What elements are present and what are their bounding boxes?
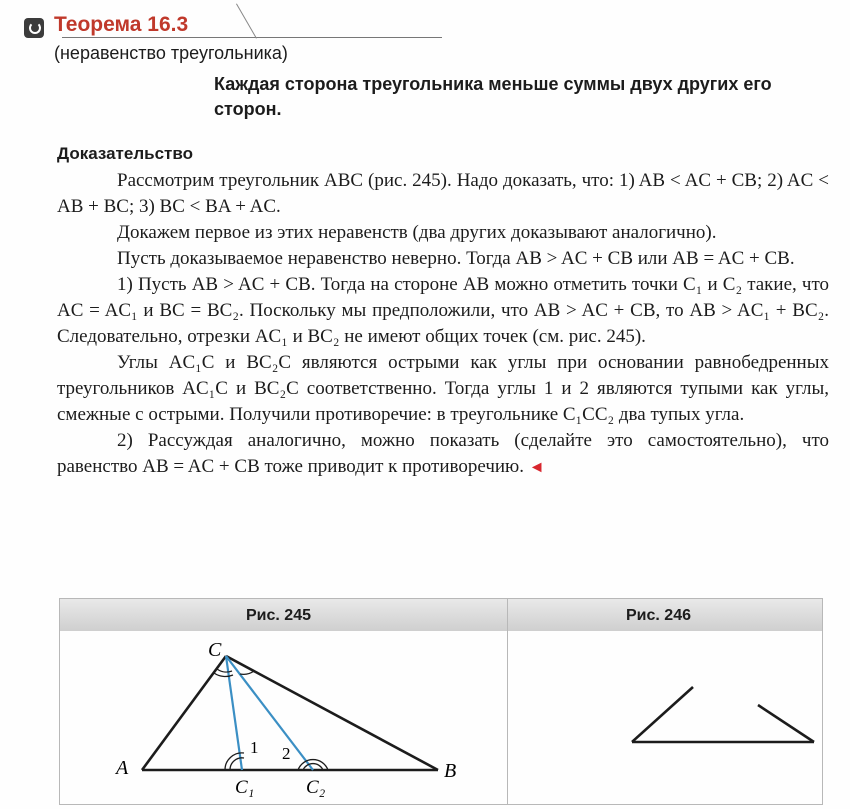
point-b-label: B	[444, 760, 457, 782]
proof-paragraph: Докажем первое из этих неравенств (два других доказывают аналогично).	[117, 222, 717, 243]
angle-1-label: 1	[250, 738, 259, 757]
proof-body	[57, 168, 829, 481]
fig246-right-side	[758, 705, 814, 742]
theorem-statement: Каждая сторона треугольника меньше суммы двух других его сторон.	[214, 74, 772, 119]
point-c-label: C	[208, 639, 222, 661]
proof-heading: Доказательство	[57, 144, 193, 163]
figure-246-label: Рис. 246	[626, 607, 691, 624]
angle-2-label: 2	[282, 744, 291, 763]
header-rule	[62, 37, 442, 38]
proof-paragraph-text: 2) Рассуждая аналогично, можно показать (сделайте это самостоятельно), что равенство AB = AC + CB тоже приводит к противоречию.	[57, 430, 829, 477]
figure-245-label: Рис. 245	[246, 607, 311, 624]
angle-arc-c	[240, 671, 254, 674]
point-c2-label: C₂	[306, 777, 326, 798]
theorem-icon	[24, 18, 44, 38]
figures-panel	[59, 598, 823, 805]
figure-246	[508, 631, 822, 803]
proof-paragraph	[57, 428, 829, 481]
fig246-left-side	[632, 687, 693, 742]
header-rule-slant	[236, 4, 257, 39]
angle-arc-c	[214, 673, 233, 677]
point-c1-label: C₁	[235, 777, 255, 798]
proof-paragraph: 1) Пусть AB > AC + CB. Тогда на стороне AB можно отметить точки C₁ и C₂ такие, что AC = AC₁ и BC = BC₂. Поскольку мы предположили, что AB > AC + CB, то AB > AC₁ + BC₂. Следовательно, отрезки AC₁ и BC₂ не имеют общих точек (см. рис. 245).	[57, 274, 829, 347]
proof-paragraph: Рассмотрим треугольник ABC (рис. 245). Надо доказать, что: 1) AB < AC + CB; 2) AC < AB + BC; 3) BC < BA + AC.	[57, 170, 829, 217]
theorem-title: Теорема 16.3	[54, 13, 189, 36]
point-a-label: A	[116, 757, 129, 779]
theorem-subtitle: (неравенство треугольника)	[54, 43, 288, 63]
proof-paragraph: Пусть доказываемое неравенство неверно. Тогда AB > AC + CB или AB = AC + CB.	[117, 248, 795, 269]
figure-245	[60, 631, 507, 803]
proof-paragraph: Углы AC₁C и BC₂C являются острыми как углы при основании равнобедренных треугольников AC₁C и BC₂C соответственно. Тогда углы 1 и 2 являются тупыми как углы, смежные с острыми. Получили противоречие: в треугольнике C₁CC₂ два тупых угла.	[57, 352, 829, 425]
side-ac	[142, 656, 226, 770]
figures-header	[60, 599, 822, 631]
angle-arc-c	[217, 669, 232, 672]
end-of-proof-mark: ◄	[528, 459, 545, 476]
